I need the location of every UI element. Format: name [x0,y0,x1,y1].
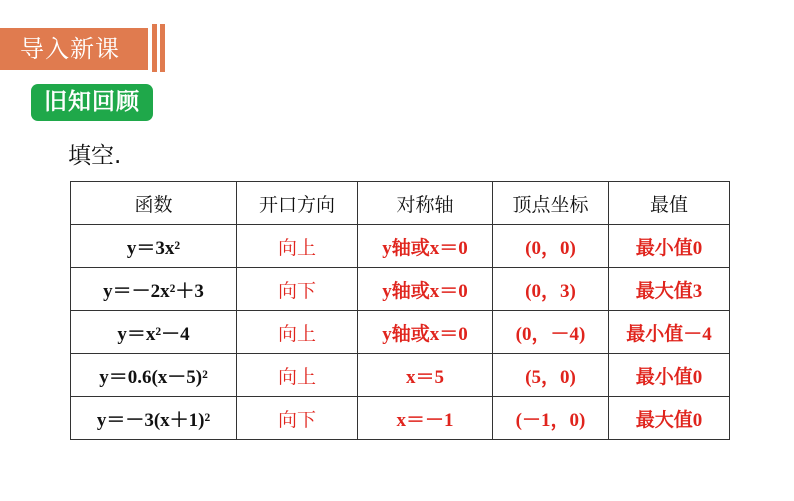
table-row [71,397,730,440]
vertex-cell: (0，0) [493,225,609,268]
extreme-cell: 最小值0 [609,225,730,268]
header-stripe-decoration [160,24,165,72]
review-badge: 旧知回顾 [31,84,153,121]
function-cell: y＝－2x²＋3 [71,268,237,311]
axis-cell: y轴或x＝0 [358,225,493,268]
vertex-cell: (0，3) [493,268,609,311]
direction-cell: 向下 [237,268,358,311]
column-header-direction: 开口方向 [237,182,358,225]
column-header-function: 函数 [71,182,237,225]
vertex-cell: (0，－4) [493,311,609,354]
function-cell: y＝x²－4 [71,311,237,354]
table-row [71,354,730,397]
vertex-cell: (5，0) [493,354,609,397]
axis-cell: x＝5 [358,354,493,397]
instruction-text: 填空. [68,143,122,169]
column-header-extreme: 最值 [609,182,730,225]
function-cell: y＝0.6(x－5)² [71,354,237,397]
direction-cell: 向上 [237,225,358,268]
column-header-axis: 对称轴 [358,182,493,225]
extreme-cell: 最小值－4 [609,311,730,354]
function-cell: y＝－3(x＋1)² [71,397,237,440]
extreme-cell: 最大值3 [609,268,730,311]
axis-cell: x＝－1 [358,397,493,440]
direction-cell: 向下 [237,397,358,440]
quadratic-table [70,181,730,440]
section-header [0,28,148,70]
axis-cell: y轴或x＝0 [358,311,493,354]
column-header-vertex: 顶点坐标 [493,182,609,225]
function-cell: y＝3x² [71,225,237,268]
table-header-row [71,182,730,225]
extreme-cell: 最小值0 [609,354,730,397]
vertex-cell: (－1，0) [493,397,609,440]
table-row [71,225,730,268]
section-title: 导入新课 [20,35,120,63]
axis-cell: y轴或x＝0 [358,268,493,311]
table-row [71,268,730,311]
header-stripe-decoration [152,24,157,72]
table-row [71,311,730,354]
direction-cell: 向上 [237,311,358,354]
direction-cell: 向上 [237,354,358,397]
extreme-cell: 最大值0 [609,397,730,440]
